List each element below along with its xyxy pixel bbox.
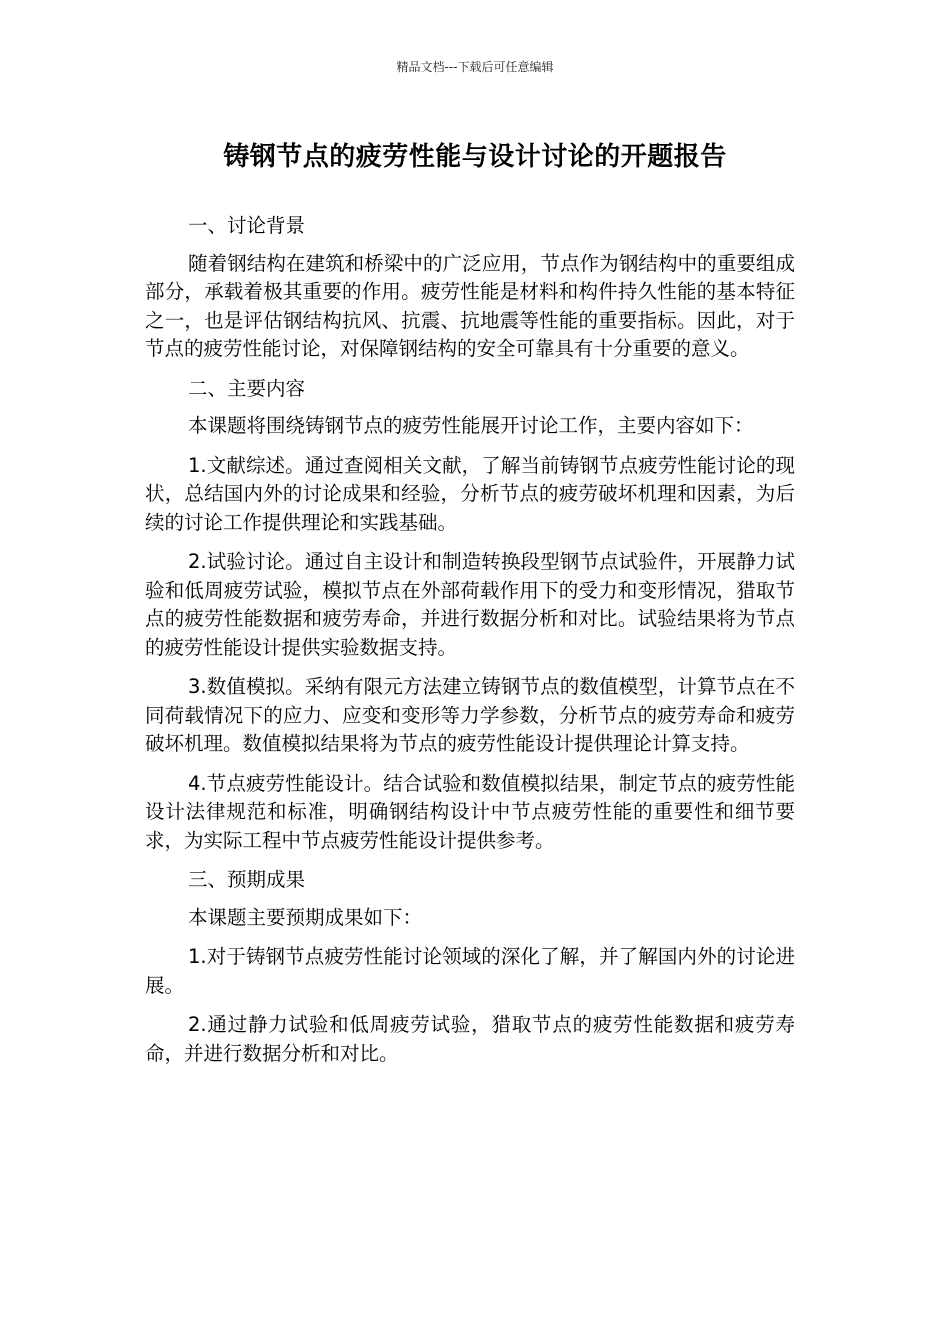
document-title: 铸钢节点的疲劳性能与设计讨论的开题报告 bbox=[223, 142, 727, 172]
paragraph-fatigue-design: 4.节点疲劳性能设计。结合试验和数值模拟结果，制定节点的疲劳性能设计法律规范和标准，明确钢结构设计中节点疲劳性能的重要性和细节要求，为实际工程中节点疲劳性能设计提供参考。 bbox=[145, 771, 795, 852]
paragraph-experiment: 2.试验讨论。通过自主设计和制造转换段型钢节点试验件，开展静力试验和低周疲劳试验，模拟节点在外部荷载作用下的受力和变形情况，猎取节点的疲劳性能数据和疲劳寿命，并进行数据分析和对比。试验结果将为节点的疲劳性能设计提供实验数据支持。 bbox=[145, 550, 795, 659]
paragraph-literature-review: 1.文献综述。通过查阅相关文献，了解当前铸钢节点疲劳性能讨论的现状，总结国内外的讨论成果和经验，分析节点的疲劳破坏机理和因素，为后续的讨论工作提供理论和实践基础。 bbox=[145, 453, 795, 534]
paragraph-main-content-intro: 本课题将围绕铸钢节点的疲劳性能展开讨论工作，主要内容如下： bbox=[188, 414, 754, 437]
paragraph-expected-intro: 本课题主要预期成果如下： bbox=[188, 905, 423, 929]
section-heading-background: 一、讨论背景 bbox=[188, 214, 306, 237]
page-header: 精品文档---下载后可任意编辑 bbox=[396, 60, 554, 74]
paragraph-background: 随着钢结构在建筑和桥梁中的广泛应用，节点作为钢结构中的重要组成部分，承载着极其重要的作用。疲劳性能是材料和构件持久性能的基本特征之一，也是评估钢结构抗风、抗震、抗地震等性能的重要指标。因此，对于节点的疲劳性能讨论，对保障钢结构的安全可靠具有十分重要的意义。 bbox=[145, 251, 795, 360]
paragraph-expected-1: 1.对于铸钢节点疲劳性能讨论领域的深化了解，并了解国内外的讨论进展。 bbox=[145, 945, 795, 997]
section-heading-main-content: 二、主要内容 bbox=[188, 376, 306, 400]
section-heading-expected-results: 三、预期成果 bbox=[188, 868, 306, 891]
paragraph-numerical-simulation: 3.数值模拟。采纳有限元方法建立铸钢节点的数值模型，计算节点在不同荷载情况下的应力、应变和变形等力学参数，分析节点的疲劳寿命和疲劳破坏机理。数值模拟结果将为节点的疲劳性能设计提供理论计算支持。 bbox=[145, 675, 795, 755]
document-body bbox=[145, 212, 795, 1079]
paragraph-expected-2: 2.通过静力试验和低周疲劳试验，猎取节点的疲劳性能数据和疲劳寿命，并进行数据分析和对比。 bbox=[145, 1013, 795, 1065]
